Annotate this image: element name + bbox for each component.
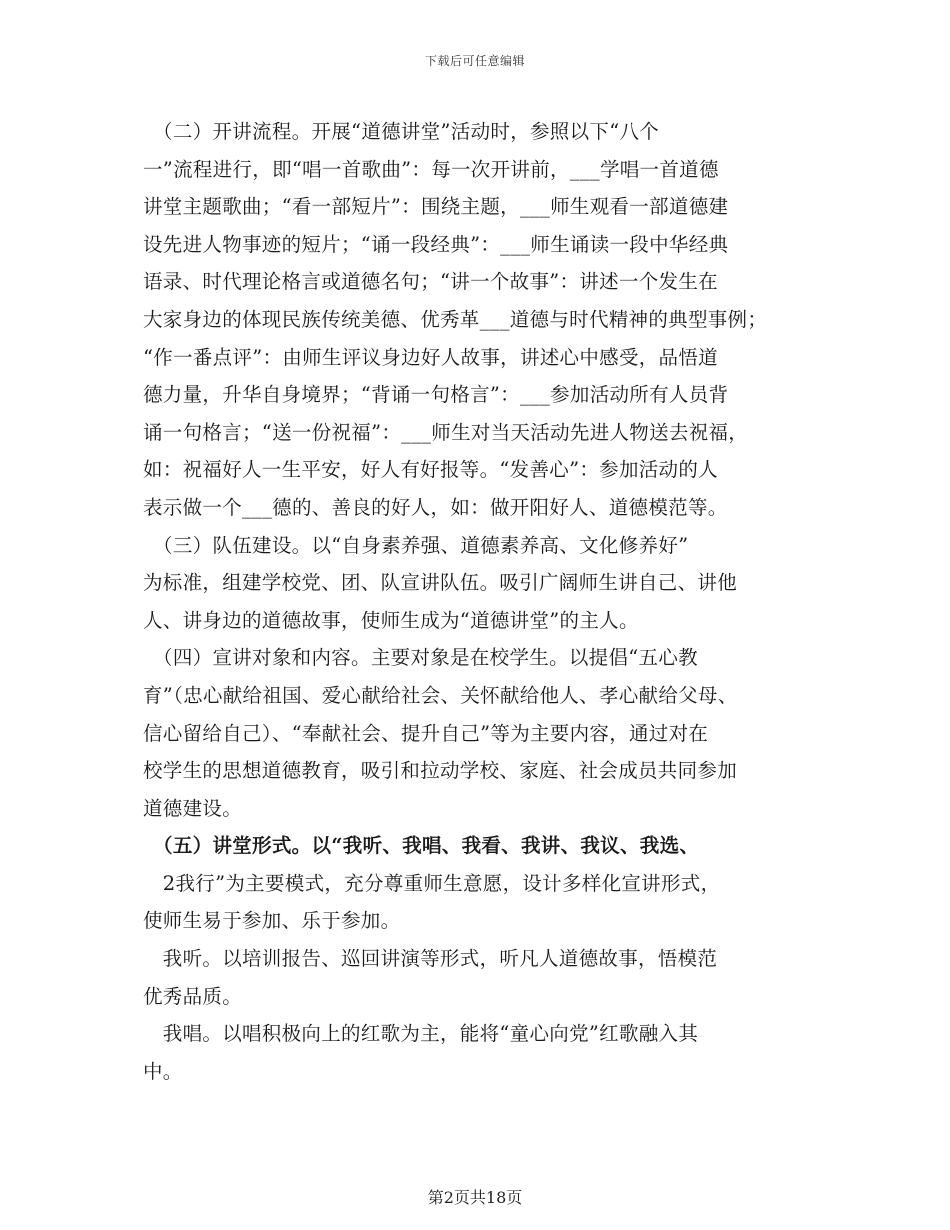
text-line: 诵一句格言；“送一份祝福”：___师生对当天活动先进人物送去祝福， bbox=[143, 420, 749, 444]
text-line: 讲堂主题歌曲；“看一部短片”：围绕主题，___师生观看一部道德建 bbox=[143, 195, 729, 219]
text-line: 德力量，升华自身境界；“背诵一句格言”：___参加活动所有人员背 bbox=[143, 383, 729, 407]
text-line: 信心留给自己）、“奉献社会、提升自己”等为主要内容，通过对在 bbox=[143, 721, 709, 745]
text-line: 为标准，组建学校党、团、队宣讲队伍。吸引广阔师生讲自己、讲他 bbox=[143, 571, 738, 595]
text-line: 道德建设。 bbox=[143, 796, 243, 820]
text-line: 一”流程进行，即“唱一首歌曲”：每一次开讲前，___学唱一首道德 bbox=[143, 157, 719, 181]
text-line: （五）讲堂形式。以“我听、我唱、我看、我讲、我议、我选、 bbox=[143, 834, 700, 858]
text-line: 设先进人物事迹的短片；“诵一段经典”：___师生诵读一段中华经典 bbox=[143, 232, 729, 256]
text-line: （二）开讲流程。开展“道德讲堂”活动时，参照以下“八个 bbox=[143, 120, 660, 143]
text-line: 语录、时代理论格言或道德名句；“讲一个故事”：讲述一个发生在 bbox=[143, 270, 718, 294]
text-line: 表示做一个___德的、善良的好人，如：做开阳好人、道德模范等。 bbox=[143, 495, 728, 519]
text-line: （四）宣讲对象和内容。主要对象是在校学生。以提倡“五心教 bbox=[143, 646, 698, 670]
text-line: 大家身边的体现民族传统美德、优秀革___道德与时代精神的典型事例； bbox=[143, 307, 768, 331]
text-line: 育”（忠心献给祖国、爱心献给社会、关怀献给他人、孝心献给父母、 bbox=[143, 683, 738, 707]
page-header: 下载后可任意编辑 bbox=[424, 54, 525, 68]
document-body bbox=[143, 113, 813, 1090]
text-line: （三）队伍建设。以“自身素养强、道德素养高、文化修养好” bbox=[143, 533, 689, 557]
text-line: “作一番点评”：由师生评议身边好人故事，讲述心中感受，品悟道 bbox=[143, 345, 718, 369]
page-number: 第2页共18页 bbox=[427, 1188, 523, 1207]
text-line: 使师生易于参加、乐于参加。 bbox=[143, 909, 401, 933]
text-line: 中。 bbox=[143, 1059, 183, 1083]
text-line: 我听。以培训报告、巡回讲演等形式，听凡人道德故事，悟模范 bbox=[143, 947, 718, 971]
text-line: 如：祝福好人一生平安，好人有好报等。“发善心”：参加活动的人 bbox=[143, 458, 718, 482]
text-line: 我唱。以唱积极向上的红歌为主，能将“童心向党”红歌融入其 bbox=[143, 1022, 699, 1046]
text-line: 优秀品质。 bbox=[143, 984, 243, 1008]
text-line: 2我行”为主要模式，充分尊重师生意愿，设计多样化宣讲形式， bbox=[143, 871, 721, 895]
text-line: 校学生的思想道德教育，吸引和拉动学校、家庭、社会成员共同参加 bbox=[143, 759, 738, 783]
text-line: 人、讲身边的道德故事，使师生成为“道德讲堂”的主人。 bbox=[143, 608, 639, 632]
